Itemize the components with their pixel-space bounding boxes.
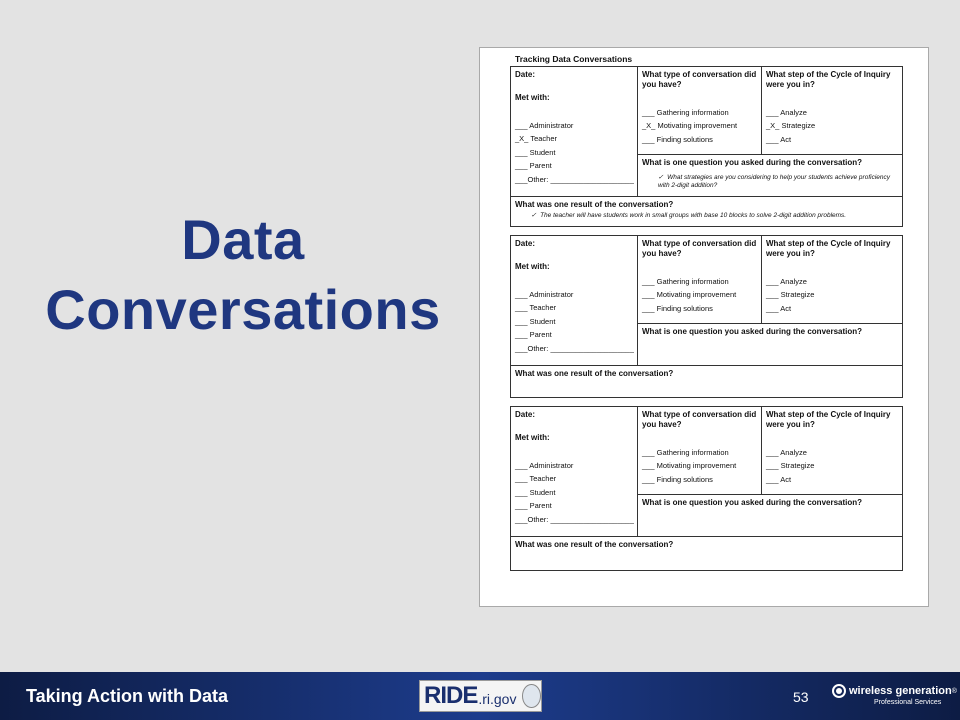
conversation-form-3 xyxy=(510,406,903,571)
brand-subtitle: Professional Services xyxy=(874,699,942,706)
footer-title: Taking Action with Data xyxy=(26,686,229,706)
option-parent: ___ Parent xyxy=(515,161,552,171)
form-3-result-box: What was one result of the conversation? xyxy=(515,540,674,549)
option-finding: ___ Finding solutions xyxy=(642,474,713,484)
option-administrator: ___ Administrator xyxy=(515,121,574,130)
conversation-form-1 xyxy=(510,66,903,227)
option-analyze: ___ Analyze xyxy=(766,277,807,286)
brand-name: wireless generation xyxy=(849,685,952,697)
option-gathering: ___ Gathering information xyxy=(642,108,729,117)
form-2-result-box: What was one result of the conversation? xyxy=(515,369,674,378)
check-icon: ✓ xyxy=(658,174,664,181)
ride-logo-text: RIDE xyxy=(424,682,478,709)
ride-logo-domain: .ri.gov xyxy=(478,691,517,707)
option-other: ___Other: ____________________ xyxy=(515,343,634,353)
form-1-met-column xyxy=(511,67,638,196)
option-gathering: ___ Gathering information xyxy=(642,277,729,286)
form-3-met-column: Date: Met with: ___ Administrator ___ Teacher ___ Student ___ Parent ___Other: ____________________ xyxy=(511,407,638,536)
option-student: ___ Student xyxy=(515,147,556,157)
option-strategize: ___ Strategize xyxy=(766,290,815,300)
option-administrator: ___ Administrator xyxy=(515,461,574,470)
option-analyze: ___ Analyze xyxy=(766,448,807,457)
form-1-result-answer: ✓ The teacher will have students work in small groups with base 10 blocks to solve 2-digit addition problems. xyxy=(531,212,847,219)
option-other: ___Other: ____________________ xyxy=(515,174,634,184)
form-1-question-answer: ✓ What strategies are you considering to help your students achieve proficiency with 2-digit addition? xyxy=(658,174,891,190)
form-2-conversation-type: What type of conversation did you have? ___ Gathering information ___ Motivating improvement ___ Finding solutions xyxy=(638,236,762,323)
form-1-conversation-type: What type of conversation did you have? ___ Gathering information _X_ Motivating improvement ___ Finding solutions xyxy=(638,67,762,154)
option-strategize: _X_ Strategize xyxy=(766,121,816,131)
option-parent: ___ Parent xyxy=(515,501,552,511)
slide-title-line2: Conversations xyxy=(45,278,441,341)
option-motivating: ___ Motivating improvement xyxy=(642,290,737,300)
date-label: Date: xyxy=(515,70,536,79)
option-motivating: _X_ Motivating improvement xyxy=(642,121,738,131)
slide-title xyxy=(28,205,458,345)
option-strategize: ___ Strategize xyxy=(766,461,815,471)
form-3-conversation-type: What type of conversation did you have? ___ Gathering information ___ Motivating improvement ___ Finding solutions xyxy=(638,407,762,494)
form-1-question-box: What is one question you asked during the conversation? ✓ What strategies are you considering to help your students achieve proficiency with 2-digit addition? xyxy=(638,155,902,196)
check-icon: ✓ xyxy=(531,212,537,219)
form-1-cycle-step: What step of the Cycle of Inquiry were you in? ___ Analyze _X_ Strategize ___ Act xyxy=(762,67,902,154)
option-act: ___ Act xyxy=(766,134,792,144)
wireless-generation-logo xyxy=(832,684,957,706)
ride-logo xyxy=(419,680,542,712)
option-other: ___Other: ____________________ xyxy=(515,514,634,524)
form-3-question-box: What is one question you asked during the conversation? xyxy=(642,498,863,507)
brand-registered: ® xyxy=(951,687,957,695)
option-teacher: ___ Teacher xyxy=(515,474,557,484)
state-seal-icon xyxy=(522,684,541,708)
slide-title-line1: Data xyxy=(181,208,305,271)
wireless-generation-icon xyxy=(832,684,846,698)
option-teacher: ___ Teacher xyxy=(515,303,557,313)
option-motivating: ___ Motivating improvement xyxy=(642,461,737,471)
option-administrator: ___ Administrator xyxy=(515,290,574,299)
option-student: ___ Student xyxy=(515,487,556,497)
met-with-label: Met with: xyxy=(515,93,550,102)
option-student: ___ Student xyxy=(515,316,556,326)
option-parent: ___ Parent xyxy=(515,330,552,340)
form-1-result-box: What was one result of the conversation? ✓ The teacher will have students work in small groups with base 10 blocks to solve 2-digit addition problems. xyxy=(511,197,902,223)
option-finding: ___ Finding solutions xyxy=(642,303,713,313)
conversation-form-2 xyxy=(510,235,903,398)
document-title: Tracking Data Conversations xyxy=(515,54,633,64)
option-gathering: ___ Gathering information xyxy=(642,448,729,457)
form-3-cycle-step: What step of the Cycle of Inquiry were you in? ___ Analyze ___ Strategize ___ Act xyxy=(762,407,902,494)
form-2-cycle-step: What step of the Cycle of Inquiry were you in? ___ Analyze ___ Strategize ___ Act xyxy=(762,236,902,323)
option-finding: ___ Finding solutions xyxy=(642,134,713,144)
option-act: ___ Act xyxy=(766,474,792,484)
option-teacher: _X_ Teacher xyxy=(515,134,557,144)
form-2-met-column: Date: Met with: ___ Administrator ___ Teacher ___ Student ___ Parent ___Other: ____________________ xyxy=(511,236,638,365)
page-number: 53 xyxy=(793,689,809,705)
option-analyze: ___ Analyze xyxy=(766,108,807,117)
form-2-question-box: What is one question you asked during the conversation? xyxy=(642,327,863,336)
option-act: ___ Act xyxy=(766,303,792,313)
